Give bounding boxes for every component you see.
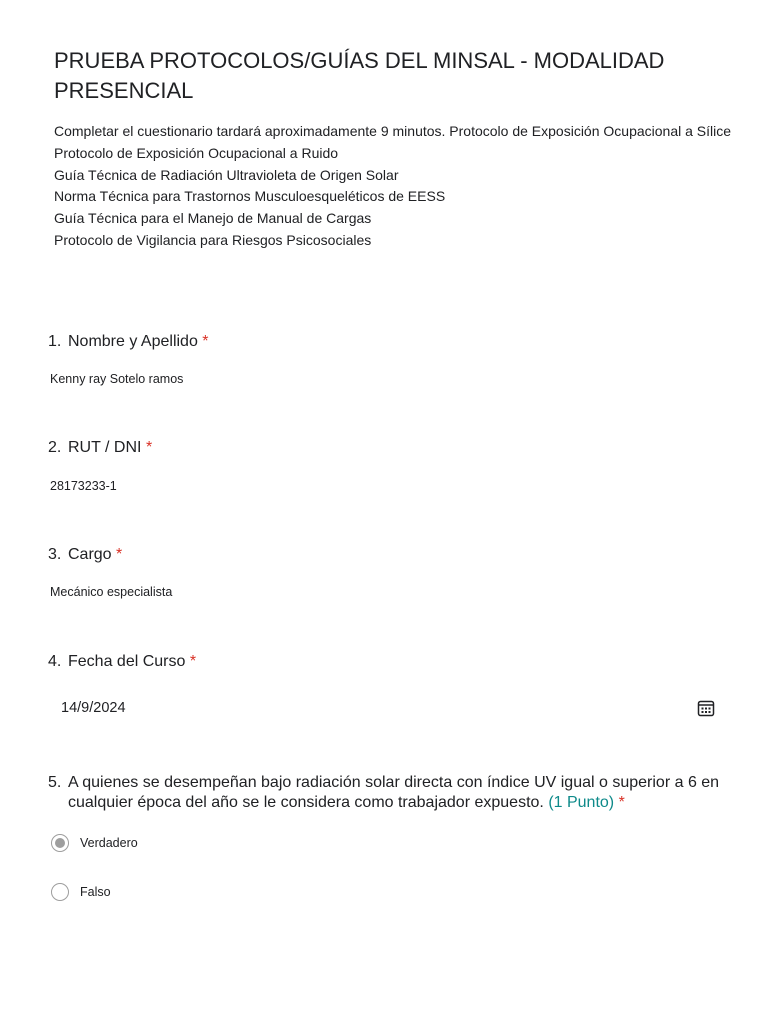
question-label: Nombre y Apellido (68, 333, 203, 350)
required-mark: * (116, 546, 123, 563)
option-verdadero[interactable] (51, 834, 138, 852)
required-mark: * (189, 653, 197, 670)
required-mark: * (202, 333, 209, 350)
question-label: Fecha del Curso (68, 653, 190, 670)
form-description (54, 121, 734, 252)
question-number: 1. (48, 333, 62, 350)
form-title: PRUEBA PROTOCOLOS/GUÍAS DEL MINSAL - MODALIDAD PRESENCIAL (54, 48, 665, 103)
description-line: Protocolo de Exposición Ocupacional a Ruido (54, 144, 339, 161)
question-label: RUT / DNI (68, 439, 146, 456)
question-fecha (48, 652, 728, 672)
points-label: (1 Punto) (548, 794, 615, 811)
question-uv (48, 773, 728, 813)
question-rut (48, 438, 728, 493)
date-value: 14/9/2024 (61, 700, 126, 716)
question-cargo (48, 545, 728, 599)
radio-selected-icon[interactable] (51, 834, 69, 852)
option-falso[interactable] (51, 883, 111, 901)
cargo-answer[interactable]: Mecánico especialista (50, 585, 173, 599)
required-mark: * (145, 439, 153, 456)
question-number: 5. (48, 774, 62, 791)
description-line: Protocolo de Vigilancia para Riesgos Psicosociales (54, 231, 372, 248)
date-input[interactable] (61, 697, 715, 719)
option-label: Falso (80, 885, 111, 899)
calendar-icon[interactable] (697, 699, 715, 717)
question-number: 3. (48, 546, 62, 563)
question-label: A quienes se desempeñan bajo radiación solar directa con índice UV igual o superior a 6 en cualquier época del año se le considera como trabajador expuesto. (68, 774, 720, 811)
question-label: Cargo (68, 546, 117, 563)
question-number: 2. (48, 439, 62, 456)
name-answer[interactable]: Kenny ray Sotelo ramos (50, 372, 184, 386)
description-line: Completar el cuestionario tardará aproximadamente 9 minutos. Protocolo de Exposición Ocupacional a Sílice (54, 123, 732, 139)
required-mark: * (614, 794, 625, 811)
rut-answer[interactable]: 28173233-1 (50, 479, 117, 493)
radio-unselected-icon[interactable] (51, 883, 69, 901)
question-name (48, 332, 728, 386)
description-line: Norma Técnica para Trastornos Musculoesqueléticos de EESS (54, 188, 446, 205)
description-line: Guía Técnica para el Manejo de Manual de Cargas (54, 210, 372, 227)
question-number: 4. (48, 653, 62, 670)
option-label: Verdadero (80, 836, 138, 850)
description-line: Guía Técnica de Radiación Ultravioleta de Origen Solar (54, 166, 399, 183)
